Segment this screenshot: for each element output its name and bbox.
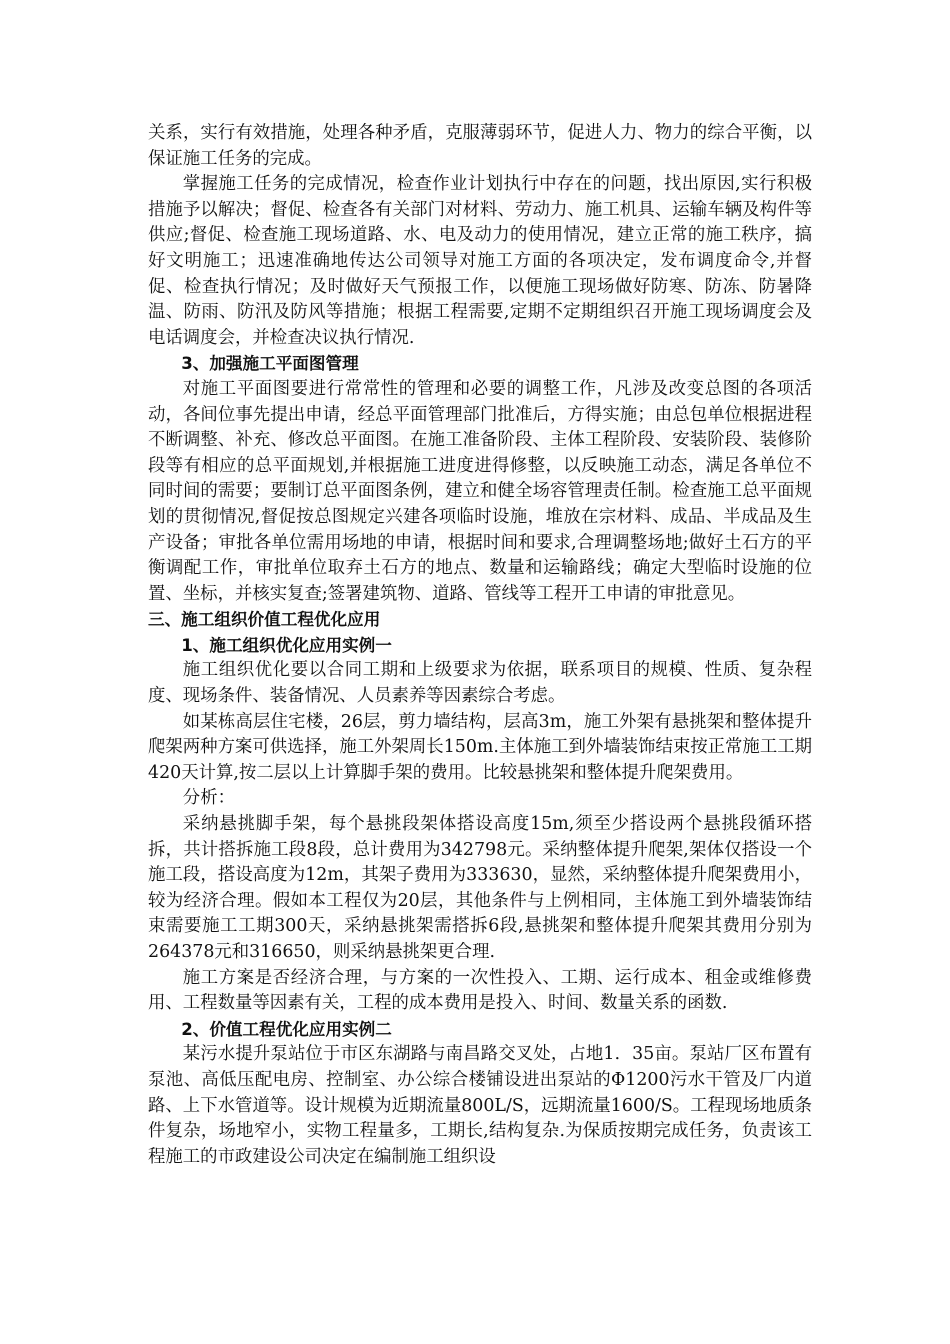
paragraph: 关系，实行有效措施，处理各种矛盾，克服薄弱环节，促进人力、物力的综合平衡，以保证施工任务的完成。 <box>148 123 812 169</box>
paragraph: 对施工平面图要进行常常性的管理和必要的调整工作，凡涉及改变总图的各项活动，各间位事先提出申请，经总平面管理部门批准后，方得实施；由总包单位根据进程不断调整、补充、修改总平面图。在施工准备阶段、主体工程阶段、安装阶段、装修阶段等有相应的总平面规划,并根据施工进度进得修整，以反映施工动态，满足各单位不同时间的需要；要制订总平面图条例，建立和健全场容管理责任制。检查施工总平面规划的贯彻情况,督促按总图规定兴建各项临时设施，堆放在宗材料、成品、半成品及生产设备；审批各单位需用场地的申请，根据时间和要求,合理调整场地;做好土石方的平衡调配工作，审批单位取弃土石方的地点、数量和运输路线；确定大型临时设施的位置、坐标，并核实复查;签署建筑物、道路、管线等工程开工申请的审批意见。 <box>148 378 812 604</box>
paragraph: 施工方案是否经济合理，与方案的一次性投入、工期、运行成本、租金或维修费用、工程数量等因素有关，工程的成本费用是投入、时间、数量关系的函数. <box>148 967 812 1014</box>
paragraph: 如某栋高层住宅楼，26层，剪力墙结构，层高3m，施工外架有悬挑架和整体提升爬架两种方案可供选择，施工外架周长150m.主体施工到外墙装饰结束按正常施工工期420天计算,按二层以上计算脚手架的费用。比较悬挑架和整体提升爬架费用。 <box>148 711 812 783</box>
paragraph: 分析： <box>182 788 235 809</box>
section-heading: 2、价值工程优化应用实例二 <box>181 1019 392 1039</box>
paragraph: 施工组织优化要以合同工期和上级要求为依据，联系项目的规模、性质、复杂程度、现场条件、装备情况、人员素养等因素综合考虑。 <box>148 660 812 707</box>
chapter-heading: 三、施工组织价值工程优化应用 <box>148 610 381 630</box>
section-heading: 1、施工组织优化应用实例一 <box>181 635 392 655</box>
section-heading: 3、加强施工平面图管理 <box>181 354 359 374</box>
paragraph: 掌握施工任务的完成情况，检查作业计划执行中存在的问题，找出原因,实行积极措施予以解决；督促、检查各有关部门对材料、劳动力、施工机具、运输车辆及构件等供应;督促、检查施工现场道路、水、电及动力的使用情况，建立正常的施工秩序，搞好文明施工；迅速准确地传达公司领导对施工方面的各项决定，发布调度命令,并督促、检查执行情况；及时做好天气预报工作，以便施工现场做好防寒、防冻、防暑降温、防雨、防汛及防风等措施；根据工程需要,定期不定期组织召开施工现场调度会及电话调度会，并检查决议执行情况. <box>148 174 812 348</box>
paragraph: 某污水提升泵站位于市区东湖路与南昌路交叉处，占地1．35亩。泵站厂区布置有泵池、高低压配电房、控制室、办公综合楼铺设进出泵站的Φ1200污水干管及厂内道路、上下水管道等。设计规模为近期流量800L/S，远期流量1600/S。工程现场地质条件复杂，场地窄小，实物工程量多，工期长,结构复杂.为保质按期完成任务，负责该工程施工的市政建设公司决定在编制施工组织设 <box>148 1044 812 1167</box>
document-page <box>148 121 812 1170</box>
paragraph: 采纳悬挑脚手架，每个悬挑段架体搭设高度15m,须至少搭设两个悬挑段循环搭拆，共计搭拆施工段8段，总计费用为342798元。采纳整体提升爬架,架体仅搭设一个施工段，搭设高度为12m，其架子费用为333630，显然，采纳整体提升爬架费用小，较为经济合理。假如本工程仅为20层，其他条件与上例相同，主体施工到外墙装饰结束需要施工工期300天，采纳悬挑架需搭拆6段,悬挑架和整体提升爬架其费用分别为264378元和316650，则采纳悬挑架更合理. <box>148 814 812 962</box>
